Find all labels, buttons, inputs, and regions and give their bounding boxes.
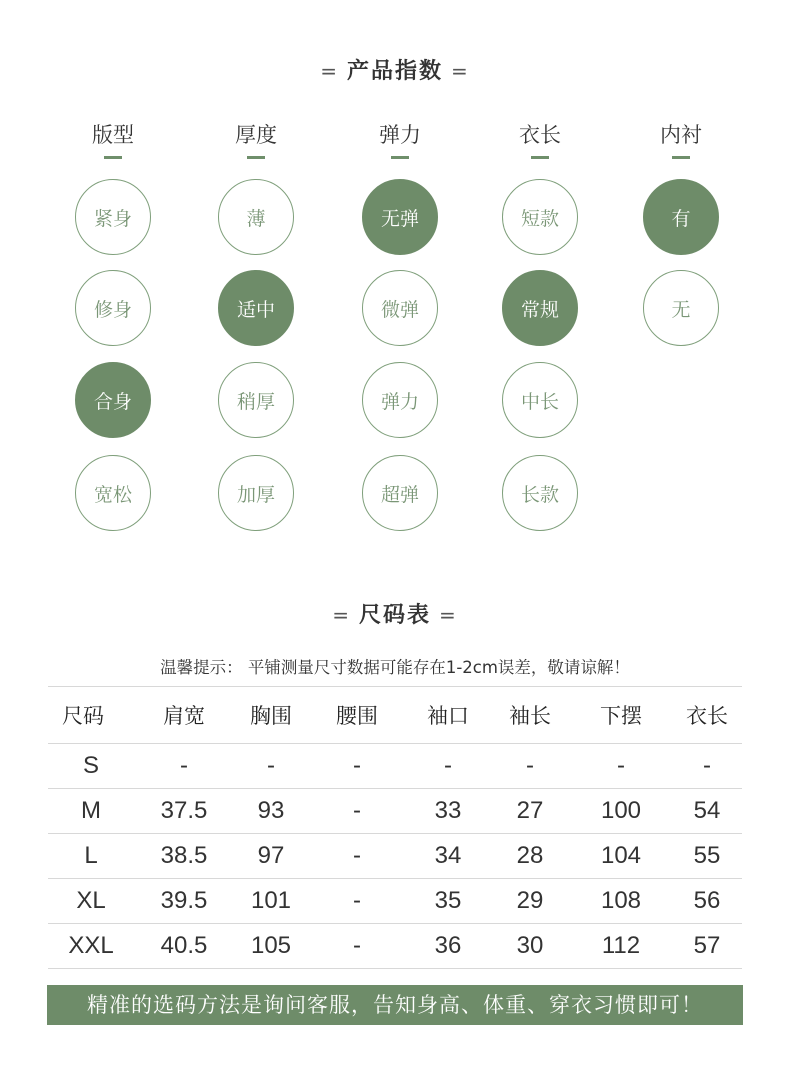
- index-option-thickness: 稍厚: [218, 362, 294, 438]
- measurement-cell: 38.5: [134, 834, 234, 879]
- index-column-heading: 厚度: [235, 123, 277, 147]
- measurement-cell: 108: [570, 879, 672, 924]
- index-option-lining-selected: 有: [643, 179, 719, 255]
- measurement-cell: -: [490, 744, 570, 789]
- measurement-cell: 54: [672, 789, 742, 834]
- index-option-length-selected: 常规: [502, 270, 578, 346]
- measurement-cell: 101: [234, 879, 308, 924]
- measurement-cell: -: [308, 879, 406, 924]
- measurement-cell: -: [234, 744, 308, 789]
- table-row: [48, 744, 742, 789]
- measurement-cell: 35: [406, 879, 490, 924]
- table-row: [48, 924, 742, 969]
- index-option-fit: 紧身: [75, 179, 151, 255]
- measurement-cell: 27: [490, 789, 570, 834]
- measurement-cell: 100: [570, 789, 672, 834]
- measurement-cell: 105: [234, 924, 308, 969]
- title-decoration-right: =: [439, 603, 458, 627]
- size-label-cell: M: [48, 789, 134, 834]
- table-row: [48, 879, 742, 924]
- measurement-notice: 温馨提示： 平铺测量尺寸数据可能存在1-2cm误差，敬请谅解！: [160, 658, 630, 677]
- measurement-cell: 37.5: [134, 789, 234, 834]
- header-size: 尺码: [48, 687, 134, 744]
- index-option-length: 长款: [502, 455, 578, 531]
- title-decoration-left: =: [332, 603, 351, 627]
- measurement-cell: 112: [570, 924, 672, 969]
- measurement-cell: 55: [672, 834, 742, 879]
- header-waist: 腰围: [308, 687, 406, 744]
- header-length: 衣长: [672, 687, 742, 744]
- measurement-cell: 39.5: [134, 879, 234, 924]
- index-column-fit: [73, 120, 153, 159]
- measurement-cell: 30: [490, 924, 570, 969]
- measurement-cell: 29: [490, 879, 570, 924]
- size-chart-title-text: 尺码表: [358, 603, 431, 628]
- measurement-cell: 56: [672, 879, 742, 924]
- measurement-cell: 93: [234, 789, 308, 834]
- heading-underline: [247, 156, 265, 159]
- index-option-elasticity: 微弹: [362, 270, 438, 346]
- size-label-cell: L: [48, 834, 134, 879]
- index-option-length: 中长: [502, 362, 578, 438]
- measurement-cell: 104: [570, 834, 672, 879]
- heading-underline: [531, 156, 549, 159]
- index-option-elasticity: 超弹: [362, 455, 438, 531]
- index-column-lining: [641, 120, 721, 159]
- size-table-header: [48, 687, 742, 744]
- table-row: [48, 834, 742, 879]
- index-option-length: 短款: [502, 179, 578, 255]
- measurement-cell: 34: [406, 834, 490, 879]
- index-column-heading: 版型: [92, 123, 134, 147]
- index-option-fit: 宽松: [75, 455, 151, 531]
- measurement-cell: 40.5: [134, 924, 234, 969]
- measurement-cell: 57: [672, 924, 742, 969]
- measurement-cell: -: [570, 744, 672, 789]
- header-shoulder: 肩宽: [134, 687, 234, 744]
- title-decoration-left: =: [320, 59, 339, 83]
- table-row: [48, 789, 742, 834]
- index-option-elasticity: 弹力: [362, 362, 438, 438]
- index-column-heading: 内衬: [660, 123, 702, 147]
- measurement-cell: 28: [490, 834, 570, 879]
- index-option-elasticity-selected: 无弹: [362, 179, 438, 255]
- title-decoration-right: =: [451, 59, 470, 83]
- measurement-cell: -: [406, 744, 490, 789]
- size-chart-title: [0, 598, 790, 629]
- heading-underline: [104, 156, 122, 159]
- index-option-thickness: 加厚: [218, 455, 294, 531]
- size-label-cell: XL: [48, 879, 134, 924]
- index-column-heading: 弹力: [379, 123, 421, 147]
- index-column-thickness: [216, 120, 296, 159]
- size-label-cell: S: [48, 744, 134, 789]
- index-column-heading: 衣长: [519, 123, 561, 147]
- product-index-title-text: 产品指数: [346, 59, 443, 84]
- measurement-cell: -: [308, 789, 406, 834]
- heading-underline: [672, 156, 690, 159]
- heading-underline: [391, 156, 409, 159]
- measurement-cell: -: [308, 834, 406, 879]
- measurement-cell: 97: [234, 834, 308, 879]
- measurement-cell: 33: [406, 789, 490, 834]
- measurement-cell: 36: [406, 924, 490, 969]
- index-option-thickness-selected: 适中: [218, 270, 294, 346]
- index-option-fit-selected: 合身: [75, 362, 151, 438]
- size-table: [48, 686, 742, 969]
- header-sleeve-length: 袖长: [490, 687, 570, 744]
- measurement-cell: -: [308, 744, 406, 789]
- header-hem: 下摆: [570, 687, 672, 744]
- index-option-lining: 无: [643, 270, 719, 346]
- size-advice-banner: 精准的选码方法是询问客服，告知身高、体重、穿衣习惯即可！: [47, 985, 743, 1025]
- index-option-fit: 修身: [75, 270, 151, 346]
- product-index-title: [0, 54, 790, 85]
- measurement-cell: -: [134, 744, 234, 789]
- header-cuff: 袖口: [406, 687, 490, 744]
- measurement-cell: -: [672, 744, 742, 789]
- index-column-length: [500, 120, 580, 159]
- measurement-cell: -: [308, 924, 406, 969]
- header-chest: 胸围: [234, 687, 308, 744]
- index-option-thickness: 薄: [218, 179, 294, 255]
- index-column-elasticity: [360, 120, 440, 159]
- size-label-cell: XXL: [48, 924, 134, 969]
